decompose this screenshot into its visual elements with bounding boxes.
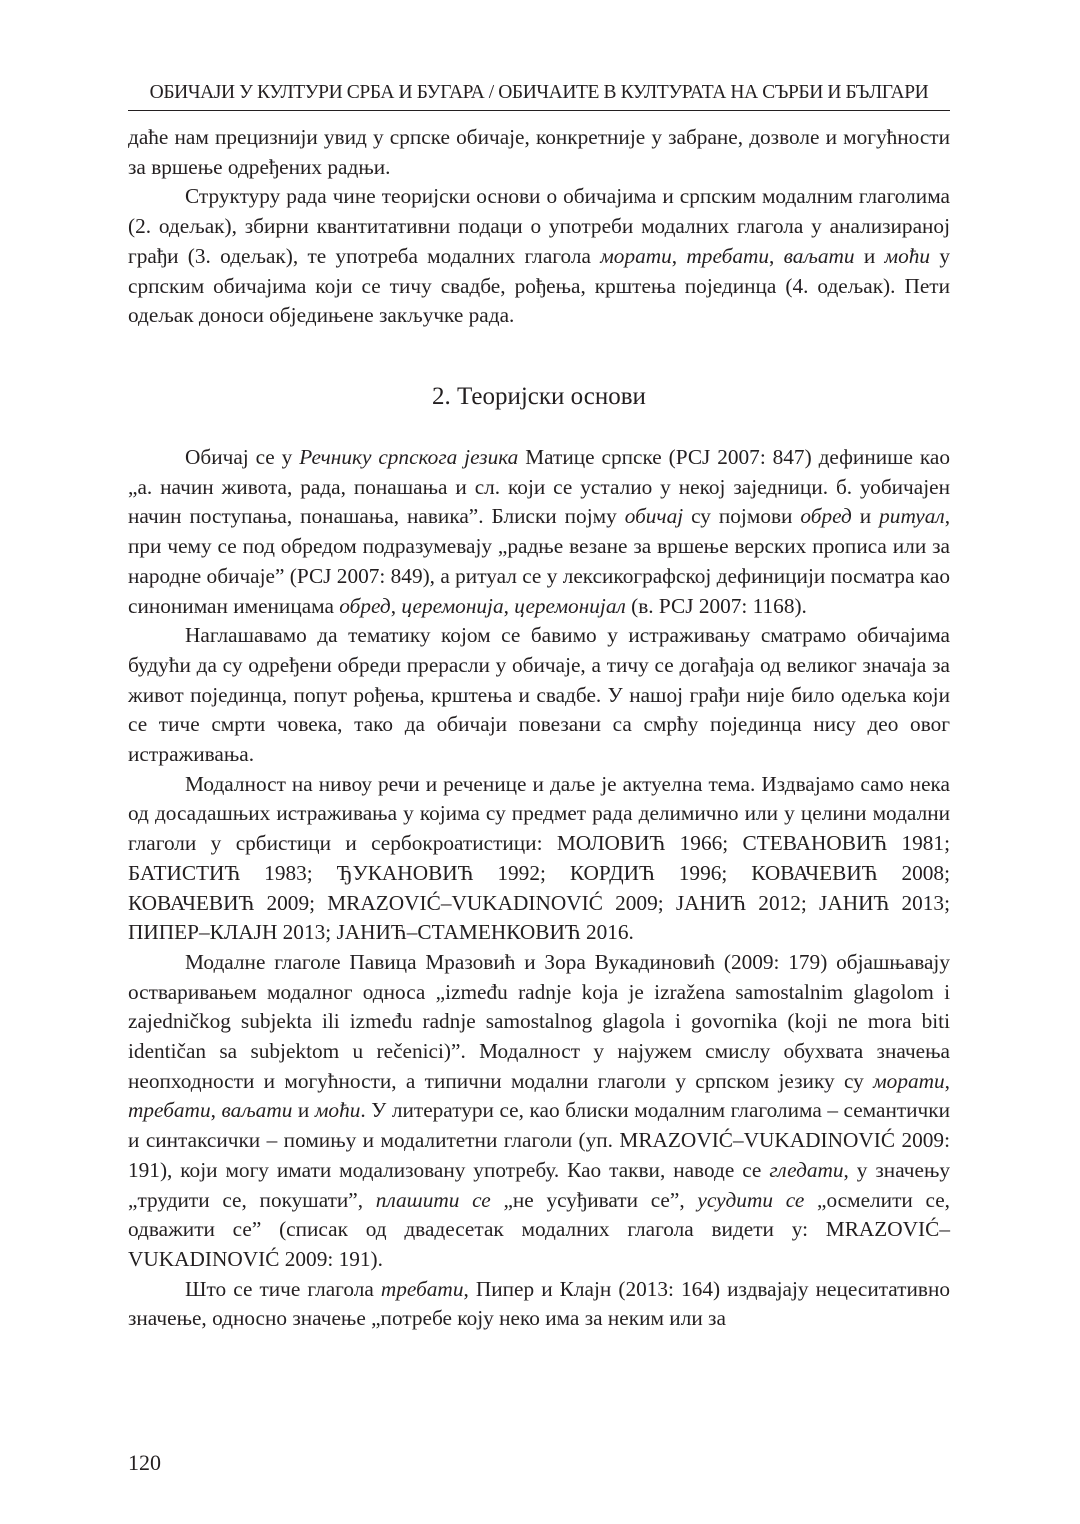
italic-term: обичај [624,504,684,529]
text-run: „осмелити се, одважити се” (списак од двадесетак модалних глагола видети у: MRAZOVIĆ–VUKADINOVIĆ 2009: 191). [128,1187,950,1271]
italic-term: морати [873,1068,945,1093]
italic-term: морати [600,243,672,268]
text-run: и [292,1098,315,1123]
text-run: , [769,243,784,268]
italic-term: ваљати [221,1098,293,1123]
text-run: и [854,243,885,268]
text-run: Обичај се у [185,445,300,469]
italic-term: обред [339,593,391,618]
italic-term: требати [686,243,770,268]
italic-term: усудити се [697,1187,805,1212]
text-run: и [851,504,880,529]
paragraph-4: Наглашавамо да тематику којом се бавимо у истраживању сматрамо обичајима будући да су одређени обреди прерасли у обичаје, а тичу се догађаја од великог значаја за живот појединца, попут рођења, крштења и свадбе. У нашој грађи није било одељка који се тиче смрти човека, тако да обичаји повезани са смрћу појединца нису део овог истраживања. [128,623,950,767]
paragraph-7 [128,1275,950,1334]
running-head: ОБИЧАЈИ У КУЛТУРИ СРБА И БУГАРА / ОБИЧАИТЕ В КУЛТУРАТА НА СЪРБИ И БЪЛГАРИ [149,82,929,103]
header-rule [128,110,950,111]
text-run: , [503,593,515,618]
italic-term: Речнику српскога језика [299,445,519,469]
paragraph-5: Модалност на нивоу речи и реченице и даље је актуелна тема. Издвајамо само нека од досадашњих истраживања у којима су предмет рада делимично или у целини модални глаголи у србистици и сербокроатистици: МОЛОВИЋ 1966; СТЕВАНОВИЋ 1981; БАТИСТИЋ 1983; ЂУКАНОВИЋ 1992; КОРДИЋ 1996; КОВАЧЕВИЋ 2008; КОВАЧЕВИЋ 2009; MRAZOVIĆ–VUKADINOVIĆ 2009; ЈАНИЋ 2012; ЈАНИЋ 2013; ПИПЕР–КЛАЈН 2013; ЈАНИЋ–СТАМЕНКОВИЋ 2016. [128,771,950,945]
text-run: , у значењу „трудити се, покушати”, [128,1157,951,1212]
text-run: су појмови [683,504,801,529]
italic-term: моћи [884,243,931,268]
paragraph-6 [128,948,950,1275]
text-run: . У литератури се, као блиски модалним глаголима – семантички и синтаксички – помињу и модалитетни глаголи (уп. MRAZOVIĆ–VUKADINOVIĆ 2009: 191), који могу имати модализовану употребу. Као такви, наводе се [128,1098,951,1182]
text-run: , [390,593,402,618]
text-run: , [210,1098,222,1123]
text-run: Матице српске (РСЈ 2007: 847) дефинише као „а. начин живота, рада, понашања и сл. који се усталио у некој заједници. б. уобичајен начин поступања, понашања, навика”. Блиски појму [128,445,950,529]
text-run: , при чему се под обредом подразумевају „радње везане за вршење верских прописа или за народне обичаје” (РСЈ 2007: 849), а ритуал се у лексикографској дефиницији посматра као синониман именицама [128,504,951,618]
italic-term: обред [800,504,852,529]
italic-term: требати [128,1098,211,1123]
text-run: , [944,1068,950,1093]
italic-term: требати [380,1276,464,1301]
section-heading: 2. Теоријски основи [432,383,646,410]
italic-term: ваљати [783,243,855,268]
text-run: Што се тиче глагола [185,1276,381,1301]
italic-term: церемонија [401,593,504,618]
paragraph-1: даће нам прецизнији увид у српске обичаје, конкретније у забране, дозволе и могућности за вршење одређених радњи. [128,125,950,179]
italic-term: церемонијал [514,593,626,618]
text-run: у српским обичајима који се тичу свадбе, рођења, крштења појединца (4. одељак). Пети одељак доноси обједињене закључке рада. [128,243,951,328]
section-body [128,443,950,1334]
page-number: 120 [128,1450,161,1475]
italic-term: гледати [769,1157,844,1182]
paragraph-3 [128,443,950,621]
text-run: „не усуђивати се”, [490,1187,698,1212]
italic-term: плашити се [375,1187,491,1212]
text-run: Модалне глаголе Павица Мразовић и Зора Вукадиновић (2009: 179) објашњавају остваривањем модалног односа „između radnje koja je izražena samostalnim glagolom i zajedničkog subjekta ili između radnje samostalnog glagola i govornika (koji ne mora biti identičan sa subjektom u rečenici)”. Модалност у најужем смислу обухвата значења неопходности и могућности, а типични модални глаголи у српском језику су [128,949,950,1093]
text-run: Структуру рада чине теоријски основи о обичајима и српским модалним глаголима (2. одељак), збирни квантитативни подаци о употреби модалних глагола у анализираној грађи (3. одељак), те употреба модалних глагола [128,184,950,268]
text-run: (в. РСЈ 2007: 1168). [625,593,807,618]
italic-term: ритуал [879,504,945,529]
italic-term: моћи [314,1098,361,1123]
text-run: , [671,243,687,268]
paragraph-2 [128,182,950,331]
intro-text [128,123,950,331]
text-run: , Пипер и Клајн (2013: 164) издвајају нецеситативно значење, односно значење „потребе коју неко има за неким или за [128,1276,950,1331]
